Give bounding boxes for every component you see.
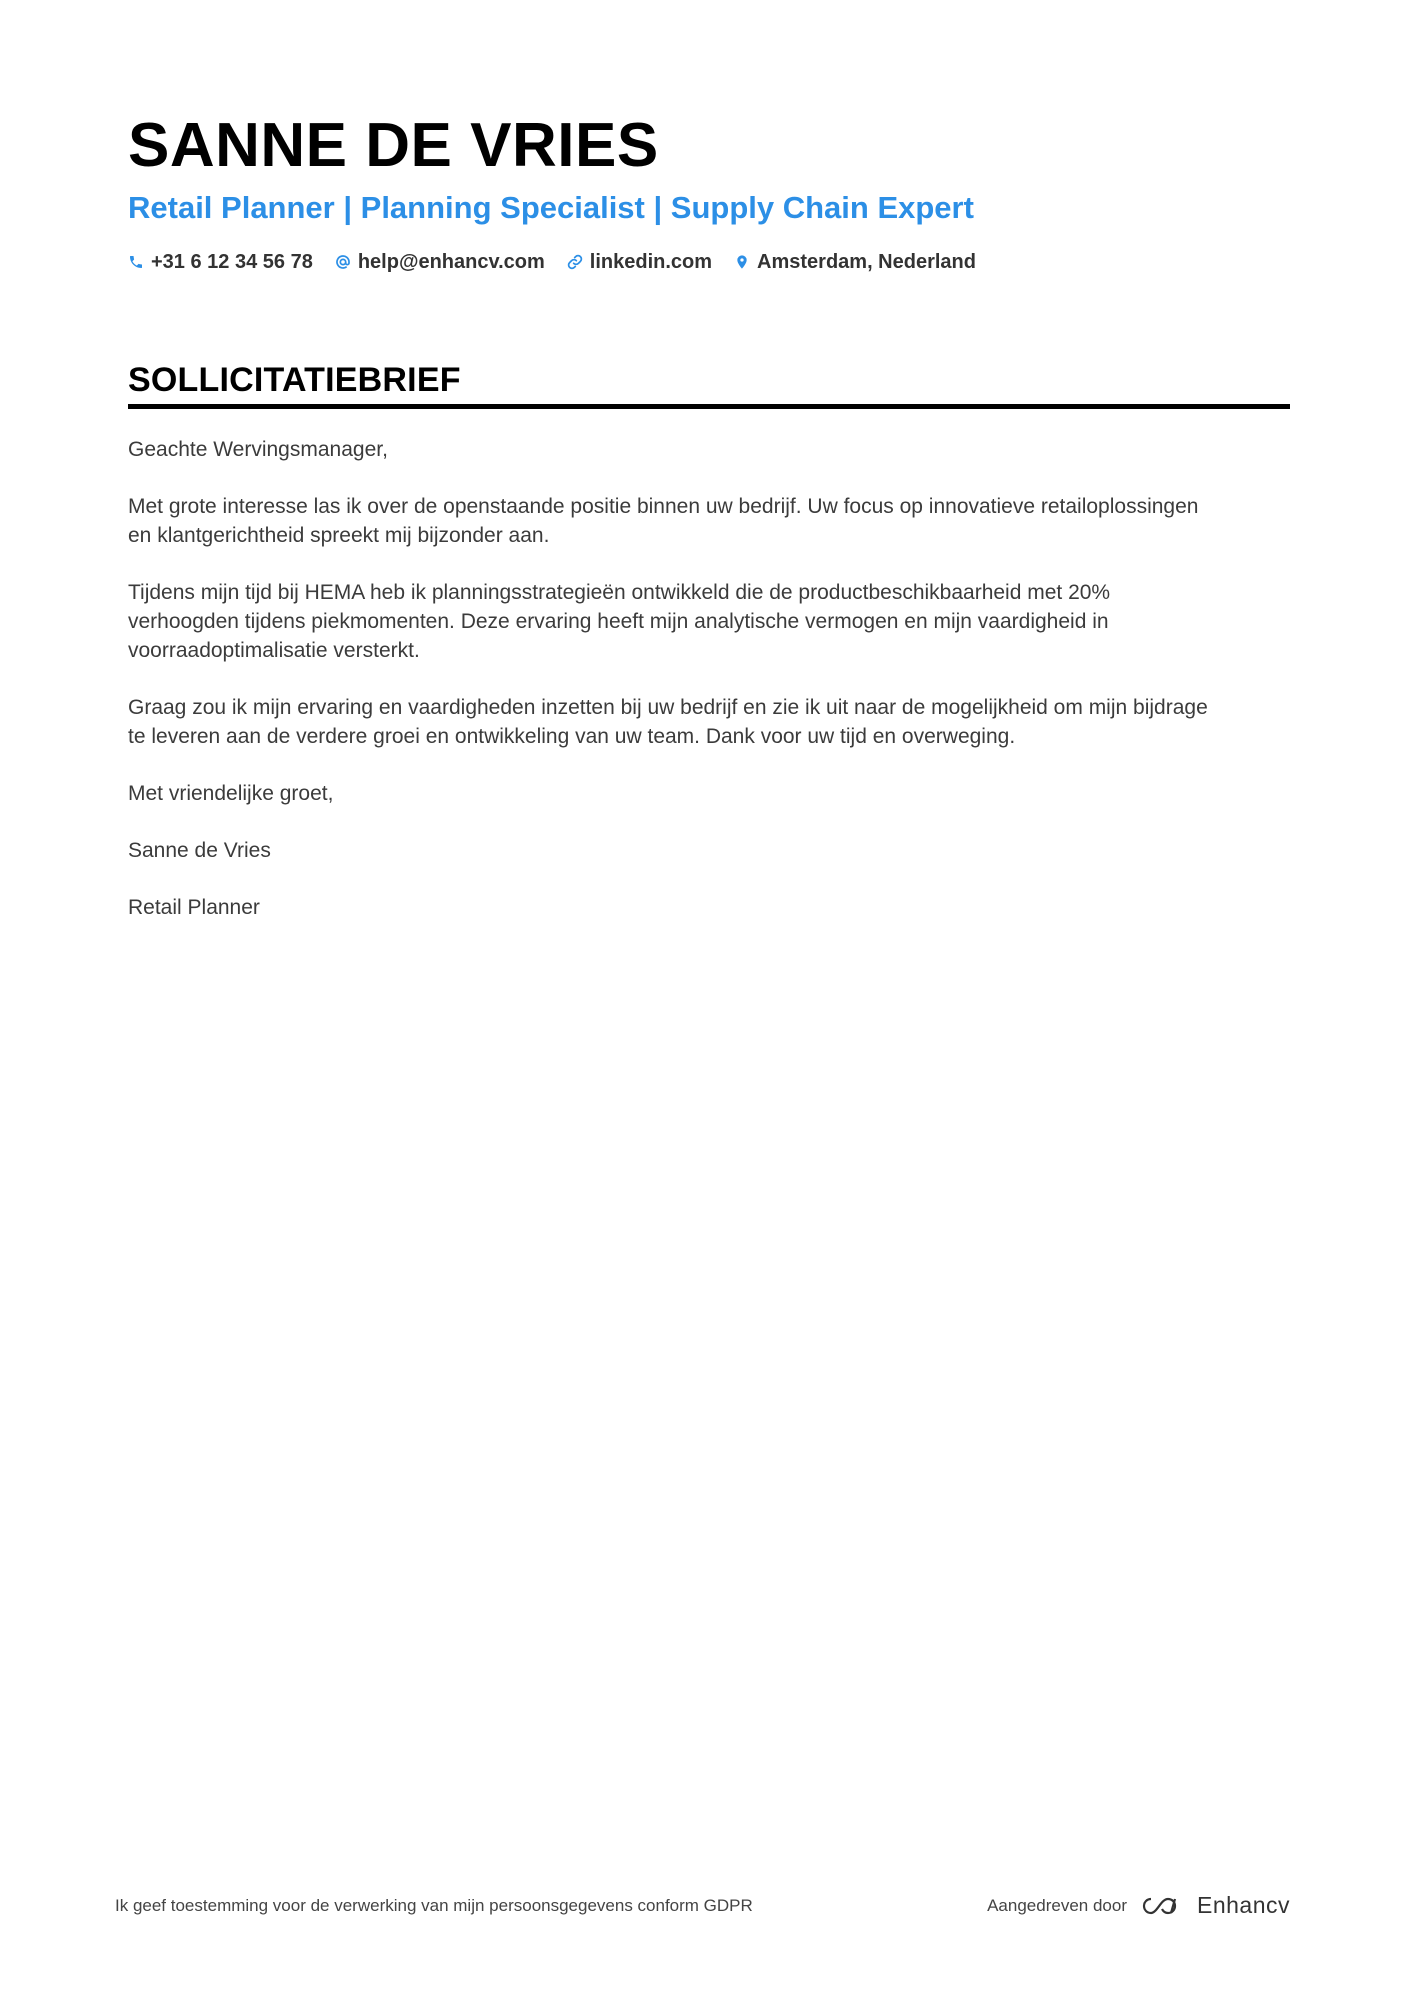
letter-salutation: Geachte Wervingsmanager, bbox=[128, 438, 388, 461]
powered-by-label: Aangedreven door bbox=[987, 1895, 1127, 1915]
signature-title: Retail Planner bbox=[128, 896, 260, 919]
contact-location-text: Amsterdam, Nederland bbox=[757, 251, 976, 273]
gdpr-consent: Ik geef toestemming voor de verwerking van mijn persoonsgegevens conform GDPR bbox=[115, 1895, 753, 1915]
letter-paragraph: Tijdens mijn tijd bij HEMA heb ik planningsstrategieën ontwikkeld die de productbeschikbaarheid met 20% verhoogden tijdens piekmomenten. Deze ervaring heeft mijn analytische vermogen en mijn vaardigheid in voorraadoptimalisatie versterkt. bbox=[128, 581, 1111, 662]
contact-phone-text: +31 6 12 34 56 78 bbox=[151, 251, 313, 273]
section-title: SOLLICITATIEBRIEF bbox=[128, 361, 461, 399]
brand-name: Enhancv bbox=[1196, 1892, 1290, 1918]
candidate-title: Retail Planner | Planning Specialist | Supply Chain Expert bbox=[128, 190, 974, 225]
footer bbox=[115, 1892, 1290, 1919]
document-page bbox=[128, 110, 1290, 950]
signature-name: Sanne de Vries bbox=[128, 839, 271, 862]
letter-body bbox=[128, 435, 1290, 922]
contact-email-text: help@enhancv.com bbox=[357, 251, 545, 273]
letter-paragraph: Graag zou ik mijn ervaring en vaardigheden inzetten bij uw bedrijf en zie ik uit naar de mogelijkheid om mijn bijdrage te leveren aan de verdere groei en ontwikkeling van uw team. Dank voor uw tijd en overweging. bbox=[128, 696, 1208, 748]
letter-paragraph: Met grote interesse las ik over de openstaande positie binnen uw bedrijf. Uw focus op innovatieve retailoplossingen en klantgerichtheid spreekt mij bijzonder aan. bbox=[128, 495, 1199, 547]
powered-by[interactable] bbox=[987, 1892, 1290, 1919]
at-icon bbox=[335, 254, 351, 270]
contact-location bbox=[734, 248, 976, 276]
contact-phone[interactable] bbox=[128, 248, 313, 276]
candidate-name: SANNE DE VRIES bbox=[128, 111, 659, 180]
contact-email[interactable] bbox=[335, 248, 545, 276]
letter-closing: Met vriendelijke groet, bbox=[128, 782, 334, 805]
phone-icon bbox=[128, 254, 144, 270]
brand-logo bbox=[1139, 1892, 1290, 1919]
contact-linkedin[interactable] bbox=[567, 248, 712, 276]
contact-bar bbox=[128, 248, 1290, 276]
location-pin-icon bbox=[734, 254, 750, 270]
section-divider bbox=[128, 404, 1290, 409]
contact-linkedin-text: linkedin.com bbox=[589, 251, 713, 273]
link-icon bbox=[567, 254, 583, 270]
infinity-icon bbox=[1139, 1894, 1185, 1918]
